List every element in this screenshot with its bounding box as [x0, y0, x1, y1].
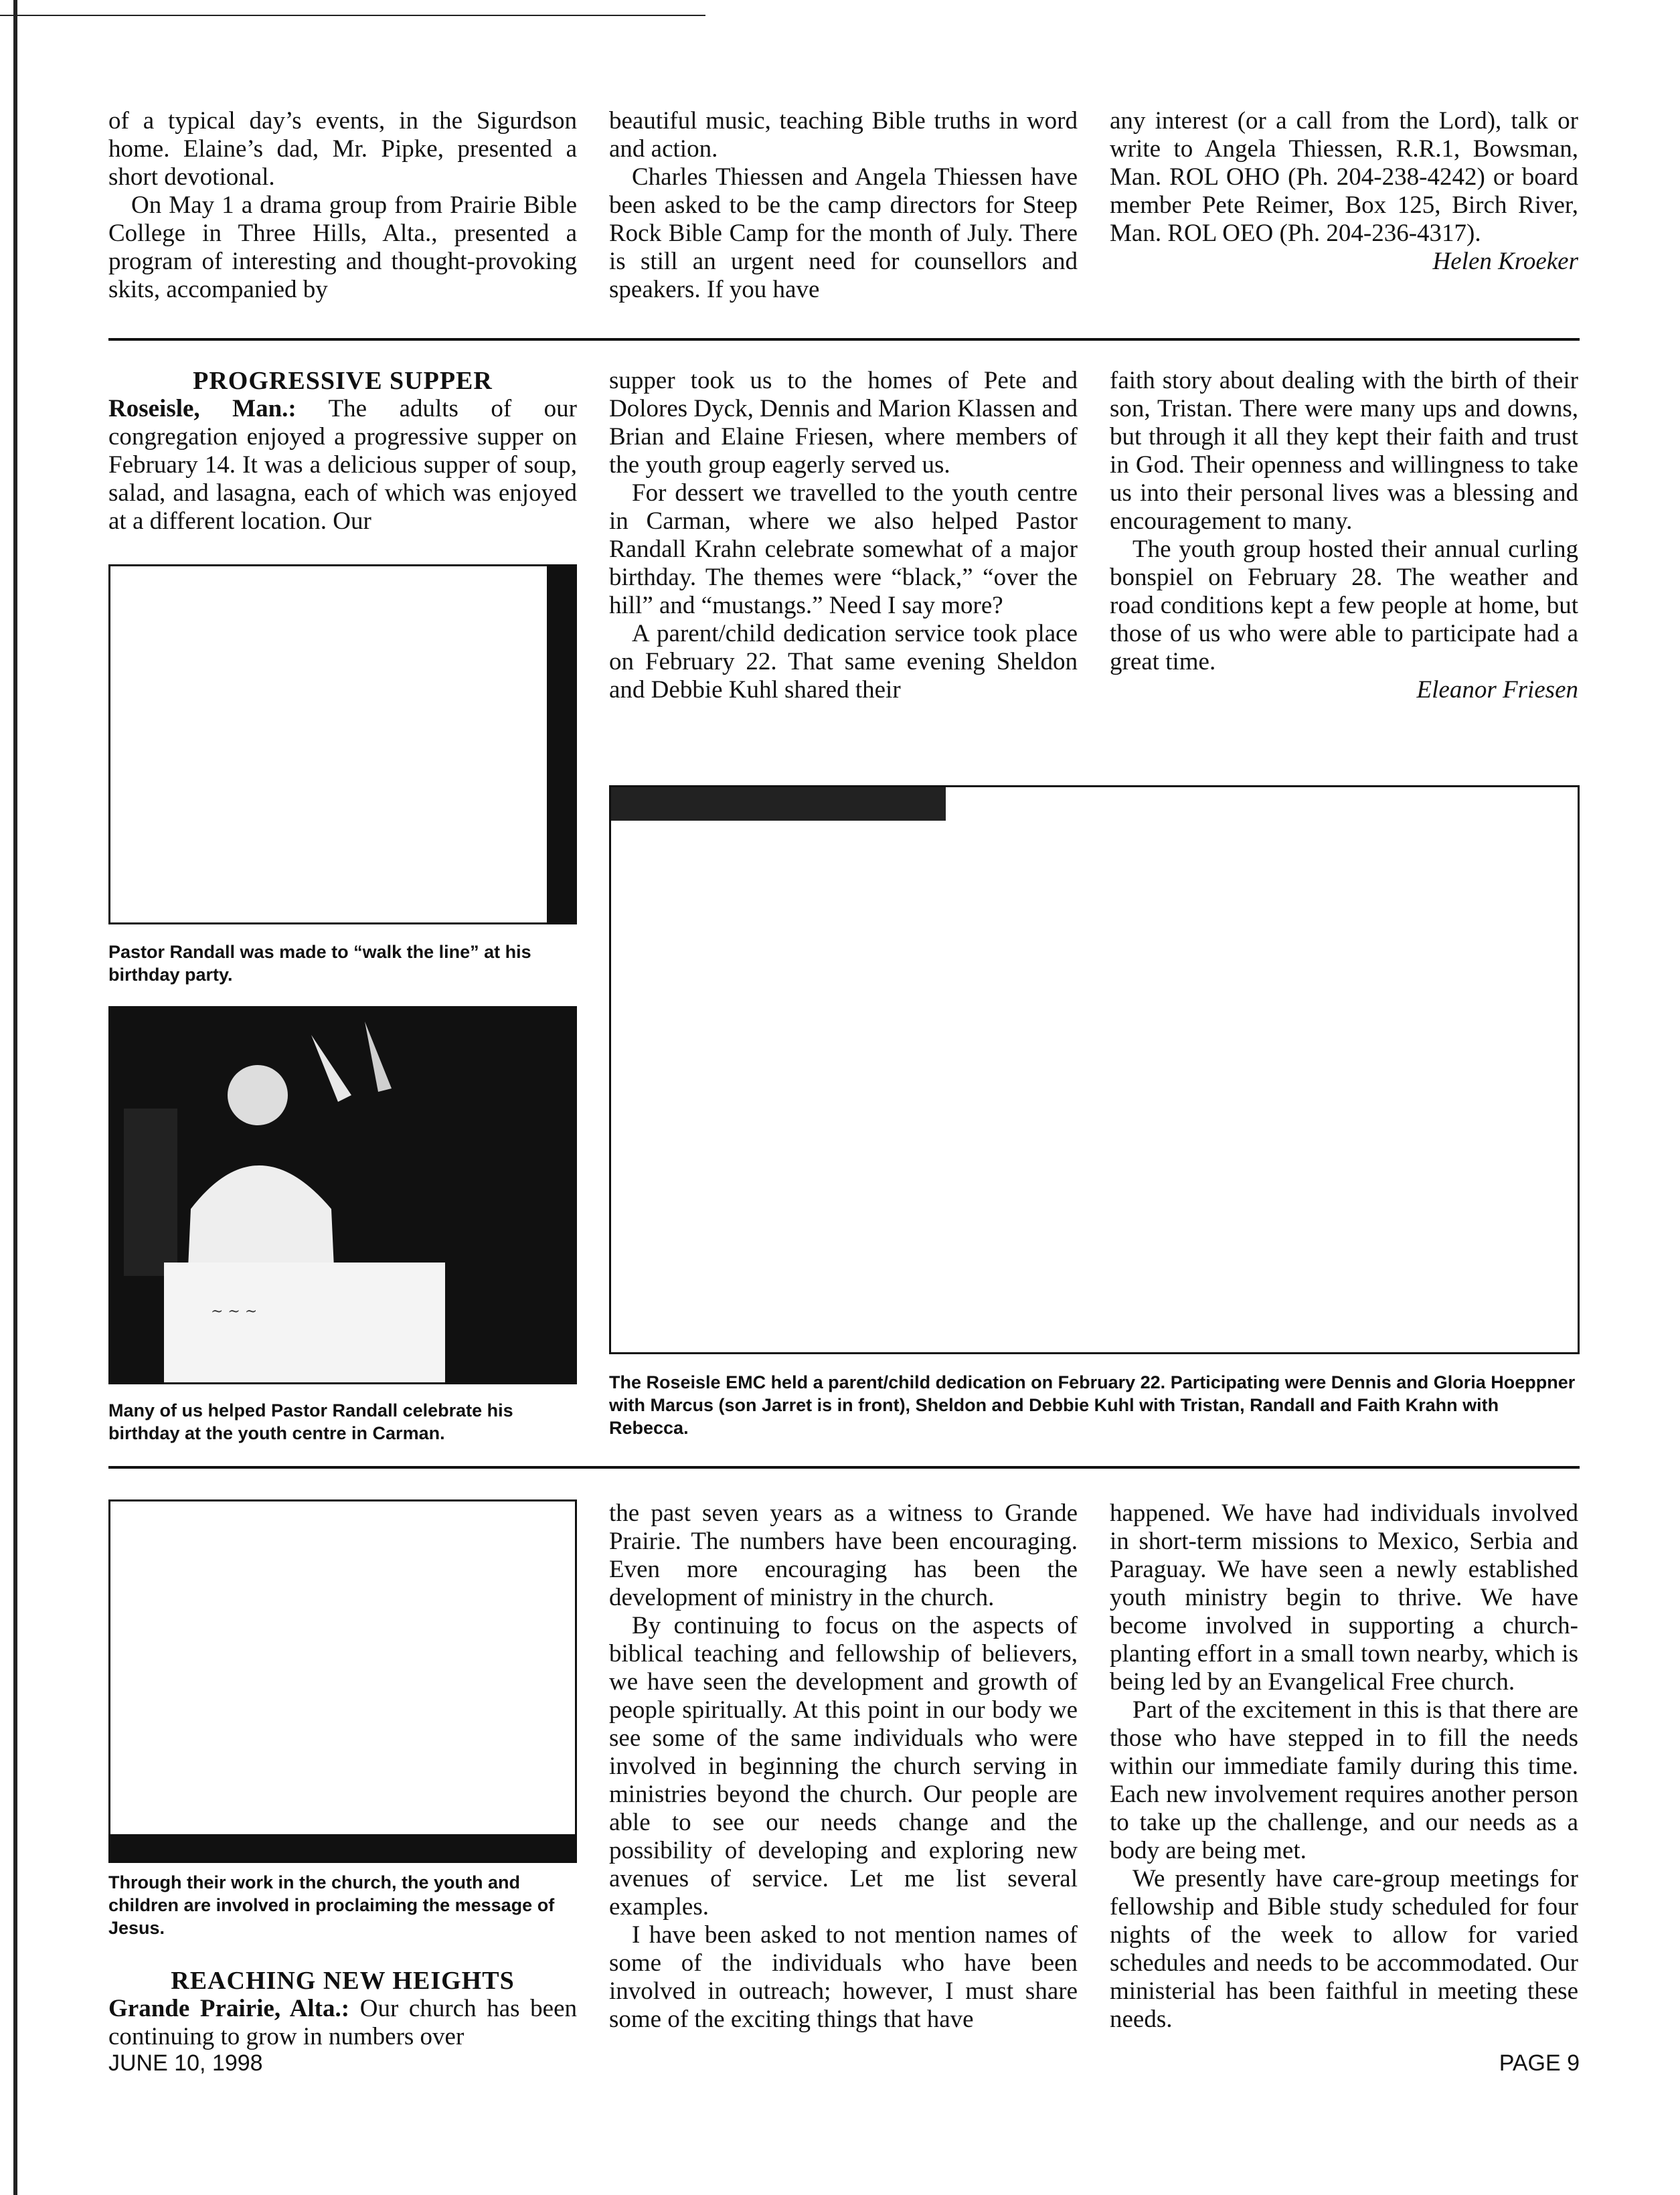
- top-column-2: [609, 107, 1078, 304]
- article-heading: REACHING NEW HEIGHTS: [171, 1967, 515, 1995]
- top-border-line: [0, 0, 705, 16]
- paragraph: By continuing to focus on the aspects of biblical teaching and fellowship of believers, we have seen the development and growth of people spiritually. At this point in our body we see some of the same individuals who were involved in beginning the church serving in ministries beyond the church. Our people are able to see our needs change and the possibility of developing and exploring new avenues of service. Let me list several examples.: [609, 1612, 1078, 1921]
- photo-dark-edge: [611, 787, 946, 821]
- paragraph: We presently have care-group meetings for fellowship and Bible study scheduled for four nights of the week to allow for varied schedules and needs to be accommodated. Our ministerial has been faithful in meeting these needs.: [1110, 1865, 1578, 2033]
- article-heading: PROGRESSIVE SUPPER: [193, 367, 493, 395]
- paragraph: happened. We have had individuals involved in short-term missions to Mexico, Serbia and Paraguay. We have seen a newly established youth ministry begin to thrive. We have become involved in supporting a church-planting effort in a small town nearby, which is being led by an Evangelical Free church.: [1110, 1499, 1578, 1696]
- top-column-1: [108, 107, 577, 304]
- author-signature: Helen Kroeker: [1432, 248, 1578, 275]
- photo-caption: Through their work in the church, the youth and children are involved in proclaiming the message of Jesus.: [108, 1872, 555, 1938]
- heights-column-2: [609, 1499, 1078, 2034]
- heights-column-1: [108, 1967, 577, 2051]
- walk-line-photo: [108, 564, 577, 924]
- paragraph: Charles Thiessen and Angela Thiessen have been asked to be the camp directors for Steep Rock Bible Camp for the month of July. There is still an urgent need for counsellors and speakers. If you have: [609, 163, 1078, 303]
- supper-column-3: [1110, 367, 1578, 704]
- photo-caption: Many of us helped Pastor Randall celebrate his birthday at the youth centre in Carman.: [108, 1400, 513, 1443]
- paragraph: A parent/child dedication service took place on February 22. That same evening Sheldon and Debbie Kuhl shared their: [609, 620, 1078, 704]
- photo-dark-edge: [547, 566, 575, 924]
- paragraph: supper took us to the homes of Pete and Dolores Dyck, Dennis and Marion Klassen and Brian and Elaine Friesen, where members of the youth group eagerly served us.: [609, 367, 1078, 479]
- dedication-photo: [609, 785, 1580, 1354]
- supper-column-1: [108, 367, 577, 536]
- paragraph: beautiful music, teaching Bible truths in word and action.: [609, 107, 1078, 163]
- dateline: Grande Prairie, Alta.:: [108, 1995, 350, 2022]
- paragraph: faith story about dealing with the birth of their son, Tristan. There were many ups and downs, but through it all they kept their faith and trust in God. Their openness and willingness to take us into their personal lives was a blessing and encouragement to many.: [1110, 367, 1578, 535]
- paragraph: any interest (or a call from the Lord), talk or write to Angela Thiessen, R.R.1, Bowsman, Man. ROL OHO (Ph. 204-238-4242) or board member Pete Reimer, Box 125, Birch River, Man. ROL OEO (Ph. 204-236-4317).: [1110, 107, 1578, 247]
- paragraph: Part of the excitement in this is that there are those who have stepped in to fill the needs within our immediate family during this time. Each new involvement requires another person to take up the challenge, and our needs as a body are being met.: [1110, 1696, 1578, 1864]
- left-border-line: [13, 0, 17, 2195]
- paragraph: Our church has been continuing to grow in numbers over: [108, 1995, 578, 2050]
- photo-caption: The Roseisle EMC held a parent/child dedication on February 22. Participating were Dennis and Gloria Hoeppner with Marcus (son Jarret is in front), Sheldon and Debbie Kuhl with Tristan, Randall and Faith Krahn with Rebecca.: [609, 1372, 1576, 1438]
- paragraph: of a typical day’s events, in the Sigurdson home. Elaine’s dad, Mr. Pipke, presented a short devotional.: [108, 107, 577, 191]
- paragraph: I have been asked to not mention names of some of the individuals who have been involved in outreach; however, I must share some of the exciting things that have: [609, 1921, 1078, 2033]
- svg-text:~ ~ ~: ~ ~ ~: [211, 1303, 258, 1320]
- paragraph: On May 1 a drama group from Prairie Bible College in Three Hills, Alta., presented a program of interesting and thought-provoking skits, accompanied by: [108, 191, 577, 303]
- youth-photo: [108, 1499, 577, 1863]
- paragraph: For dessert we travelled to the youth centre in Carman, where we also helped Pastor Randall Krahn celebrate somewhat of a major birthday. The themes were “black,” “over the hill” and “mustangs.” Need I say more?: [609, 479, 1078, 619]
- page-number: PAGE 9: [1499, 2050, 1580, 2076]
- dateline: Roseisle, Man.:: [108, 395, 297, 422]
- photo-caption: Pastor Randall was made to “walk the line” at his birthday party.: [108, 942, 531, 985]
- paragraph: The youth group hosted their annual curling bonspiel on February 28. The weather and road conditions kept a few people at home, but those of us who were able to participate had a great time.: [1110, 536, 1578, 675]
- supper-column-2: [609, 367, 1078, 704]
- author-signature: Eleanor Friesen: [1416, 676, 1578, 704]
- section-divider: [108, 1466, 1580, 1469]
- birthday-cake-photo: [108, 1006, 577, 1384]
- photo-dark-edge: [110, 1834, 575, 1861]
- paragraph: The adults of our congregation enjoyed a progressive supper on February 14. It was a delicious supper of soup, salad, and lasagna, each of which was enjoyed at a different location. Our: [108, 395, 577, 535]
- top-column-3: [1110, 107, 1578, 276]
- section-divider: [108, 338, 1580, 341]
- heights-column-3: [1110, 1499, 1578, 2034]
- issue-date: JUNE 10, 1998: [108, 2050, 263, 2076]
- paragraph: the past seven years as a witness to Grande Prairie. The numbers have been encouraging. Even more encouraging has been the development of ministry in the church.: [609, 1499, 1078, 1611]
- cake-photo-illustration: [110, 1008, 575, 1382]
